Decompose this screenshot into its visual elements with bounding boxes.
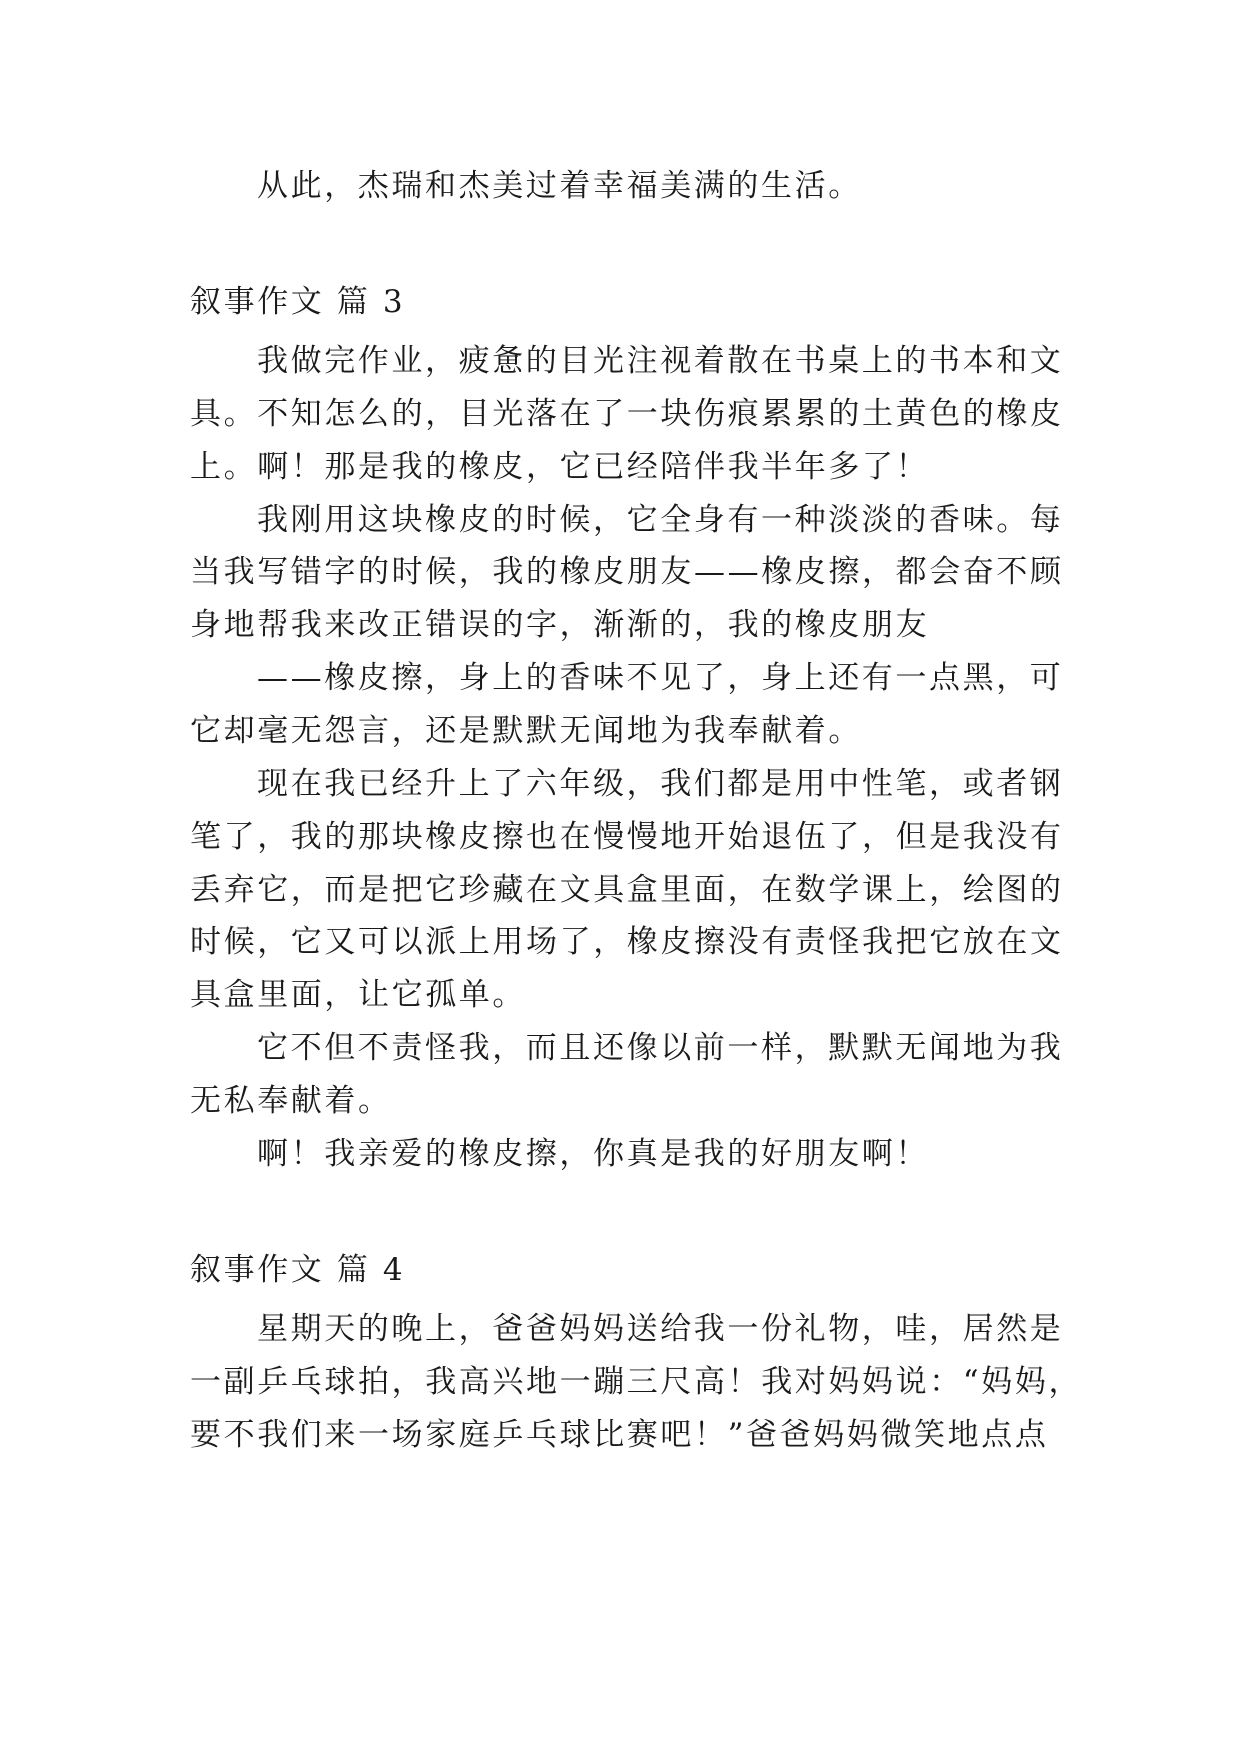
- paragraph-line: 上。啊！那是我的橡皮，它已经陪伴我半年多了！: [190, 449, 930, 485]
- paragraph-line: 啊！我亲爱的橡皮擦，你真是我的好朋友啊！: [257, 1136, 929, 1172]
- paragraph-line: 它却毫无怨言，还是默默无闻地为我奉献着。: [190, 713, 862, 749]
- paragraph-line: 身地帮我来改正错误的字，渐渐的，我的橡皮朋友: [190, 607, 930, 643]
- paragraph-line: 我做完作业，疲惫的目光注视着散在书桌上的书本和文: [257, 343, 1064, 379]
- paragraph-line: 一副乒乓球拍，我高兴地一蹦三尺高！我对妈妈说：“妈妈，: [190, 1364, 1083, 1400]
- section-4-title: 叙事作文 篇 4: [190, 1252, 406, 1288]
- paragraph-line: 当我写错字的时候，我的橡皮朋友——橡皮擦，都会奋不顾: [190, 554, 1064, 590]
- section-3-title: 叙事作文 篇 3: [190, 284, 406, 320]
- paragraph-line: 要不我们来一场家庭乒乓球比赛吧！”爸爸妈妈微笑地点点: [190, 1417, 1049, 1453]
- paragraph-line: 具。不知怎么的，目光落在了一块伤痕累累的土黄色的橡皮: [190, 396, 1064, 432]
- paragraph-line: 我刚用这块橡皮的时候，它全身有一种淡淡的香味。每: [257, 502, 1064, 538]
- paragraph-line: 无私奉献着。: [190, 1083, 392, 1119]
- paragraph-line: 具盒里面，让它孤单。: [190, 977, 526, 1013]
- paragraph-line: 笔了，我的那块橡皮擦也在慢慢地开始退伍了，但是我没有: [190, 819, 1064, 855]
- paragraph-line: 它不但不责怪我，而且还像以前一样，默默无闻地为我: [257, 1030, 1064, 1066]
- closing-line: 从此，杰瑞和杰美过着幸福美满的生活。: [257, 168, 862, 204]
- paragraph-line: ——橡皮擦，身上的香味不见了，身上还有一点黑，可: [257, 660, 1064, 696]
- paragraph-line: 丢弃它，而是把它珍藏在文具盒里面，在数学课上，绘图的: [190, 872, 1064, 908]
- paragraph-line: 星期天的晚上，爸爸妈妈送给我一份礼物，哇，居然是: [257, 1311, 1064, 1347]
- paragraph-line: 时候，它又可以派上用场了，橡皮擦没有责怪我把它放在文: [190, 924, 1064, 960]
- paragraph-line: 现在我已经升上了六年级，我们都是用中性笔，或者钢: [257, 766, 1064, 802]
